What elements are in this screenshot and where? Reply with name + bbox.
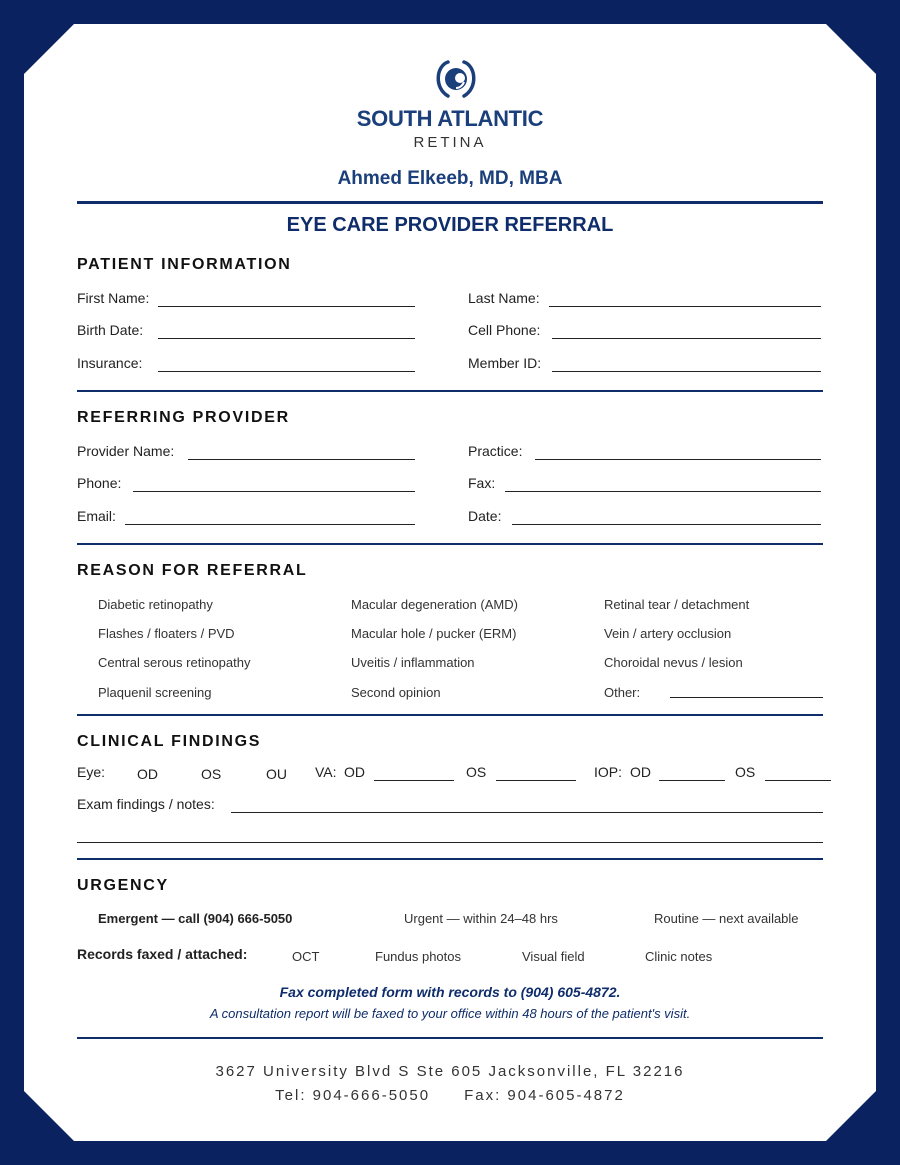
footer-contact: [0, 1087, 900, 1104]
provider-name-field[interactable]: [188, 459, 415, 460]
option-plaquenil[interactable]: Plaquenil screening: [98, 685, 212, 700]
iop-os-label: OS: [735, 764, 756, 780]
last-name-label: Last Name:: [468, 290, 540, 306]
practice-field[interactable]: [535, 459, 821, 460]
footer-fax: Fax: 904-605-4872: [464, 1087, 625, 1104]
va-od-label: OD: [344, 764, 365, 780]
first-name-label: First Name:: [77, 290, 150, 306]
provider-name-label: Provider Name:: [77, 443, 175, 459]
provider-section-heading: REFERRING PROVIDER: [77, 409, 290, 426]
form-title: EYE CARE PROVIDER REFERRAL: [286, 214, 614, 236]
doctor-name: Ahmed Elkeeb, MD, MBA: [337, 168, 563, 189]
cell-phone-label: Cell Phone:: [468, 322, 541, 338]
date-label: Date:: [468, 508, 502, 524]
phone-field[interactable]: [133, 491, 415, 492]
clinical-section-heading: CLINICAL FINDINGS: [77, 733, 262, 750]
option-central-serous[interactable]: Central serous retinopathy: [98, 655, 251, 670]
patient-section-heading: PATIENT INFORMATION: [77, 256, 292, 273]
insurance-field[interactable]: [158, 371, 415, 372]
logo-subtitle: RETINA: [413, 134, 487, 151]
date-field[interactable]: [512, 524, 821, 525]
option-flashes-floaters[interactable]: Flashes / floaters / PVD: [98, 626, 235, 641]
va-os-label: OS: [466, 764, 487, 780]
footer-divider: [77, 1037, 823, 1039]
birth-date-field[interactable]: [158, 338, 415, 339]
first-name-field[interactable]: [158, 306, 415, 307]
section-divider: [77, 714, 823, 716]
option-vein-occlusion[interactable]: Vein / artery occlusion: [604, 626, 732, 641]
footer-address: 3627 University Blvd S Ste 605 Jacksonville, FL 32216: [215, 1063, 685, 1080]
eye-label: Eye:: [77, 764, 106, 780]
insurance-label: Insurance:: [77, 355, 143, 371]
va-os-field[interactable]: [496, 780, 576, 781]
fax-label: Fax:: [468, 475, 496, 491]
stylized-eye-logo-icon: [432, 58, 480, 100]
eye-ou-option[interactable]: OU: [266, 766, 287, 782]
exam-notes-label: Exam findings / notes:: [77, 796, 215, 812]
va-label: VA:: [315, 764, 337, 780]
eye-od-option[interactable]: OD: [137, 766, 158, 782]
option-diabetic-retinopathy[interactable]: Diabetic retinopathy: [98, 597, 213, 612]
cell-phone-field[interactable]: [552, 338, 821, 339]
iop-label: IOP:: [594, 764, 623, 780]
option-uveitis[interactable]: Uveitis / inflammation: [351, 655, 475, 670]
eye-os-option[interactable]: OS: [201, 766, 222, 782]
urgency-routine-option[interactable]: Routine — next available: [654, 911, 799, 926]
option-choroidal-nevus[interactable]: Choroidal nevus / lesion: [604, 655, 743, 670]
practice-label: Practice:: [468, 443, 523, 459]
last-name-field[interactable]: [549, 306, 821, 307]
urgency-urgent-option[interactable]: Urgent — within 24–48 hrs: [404, 911, 558, 926]
form-sheet: [24, 24, 876, 1141]
option-other[interactable]: Other:: [604, 685, 641, 700]
member-id-field[interactable]: [552, 371, 821, 372]
option-macular-hole[interactable]: Macular hole / pucker (ERM): [351, 626, 517, 641]
phone-label: Phone:: [77, 475, 122, 491]
records-fundus-option[interactable]: Fundus photos: [375, 949, 462, 964]
exam-notes-field[interactable]: [231, 812, 823, 813]
email-label: Email:: [77, 508, 116, 524]
footer-tel: Tel: 904-666-5050: [275, 1087, 431, 1104]
member-id-label: Member ID:: [468, 355, 542, 371]
urgency-section-heading: URGENCY: [77, 877, 169, 894]
section-divider: [77, 858, 823, 860]
exam-notes-field-line-2[interactable]: [77, 842, 823, 843]
section-divider: [77, 543, 823, 545]
email-field[interactable]: [125, 524, 415, 525]
iop-od-field[interactable]: [659, 780, 725, 781]
records-visual-field-option[interactable]: Visual field: [522, 949, 585, 964]
birth-date-label: Birth Date:: [77, 322, 144, 338]
fax-instruction: Fax completed form with records to (904) 605-4872.: [279, 984, 621, 1000]
reason-section-heading: REASON FOR REFERRAL: [77, 562, 308, 579]
va-od-field[interactable]: [374, 780, 454, 781]
records-label: Records faxed / attached:: [77, 946, 248, 962]
records-oct-option[interactable]: OCT: [292, 949, 320, 964]
other-reason-field[interactable]: [670, 697, 823, 698]
option-retinal-tear[interactable]: Retinal tear / detachment: [604, 597, 750, 612]
section-divider: [77, 390, 823, 392]
consultation-note: A consultation report will be faxed to your office within 48 hours of the patient's visit.: [209, 1006, 691, 1021]
logo-name: SOUTH ATLANTIC: [356, 106, 544, 131]
records-clinic-notes-option[interactable]: Clinic notes: [645, 949, 713, 964]
iop-od-label: OD: [630, 764, 651, 780]
header-divider: [77, 201, 823, 204]
iop-os-field[interactable]: [765, 780, 831, 781]
option-second-opinion[interactable]: Second opinion: [351, 685, 441, 700]
option-amd[interactable]: Macular degeneration (AMD): [351, 597, 518, 612]
fax-field[interactable]: [505, 491, 821, 492]
urgency-emergent-option[interactable]: Emergent — call (904) 666-5050: [98, 911, 293, 926]
